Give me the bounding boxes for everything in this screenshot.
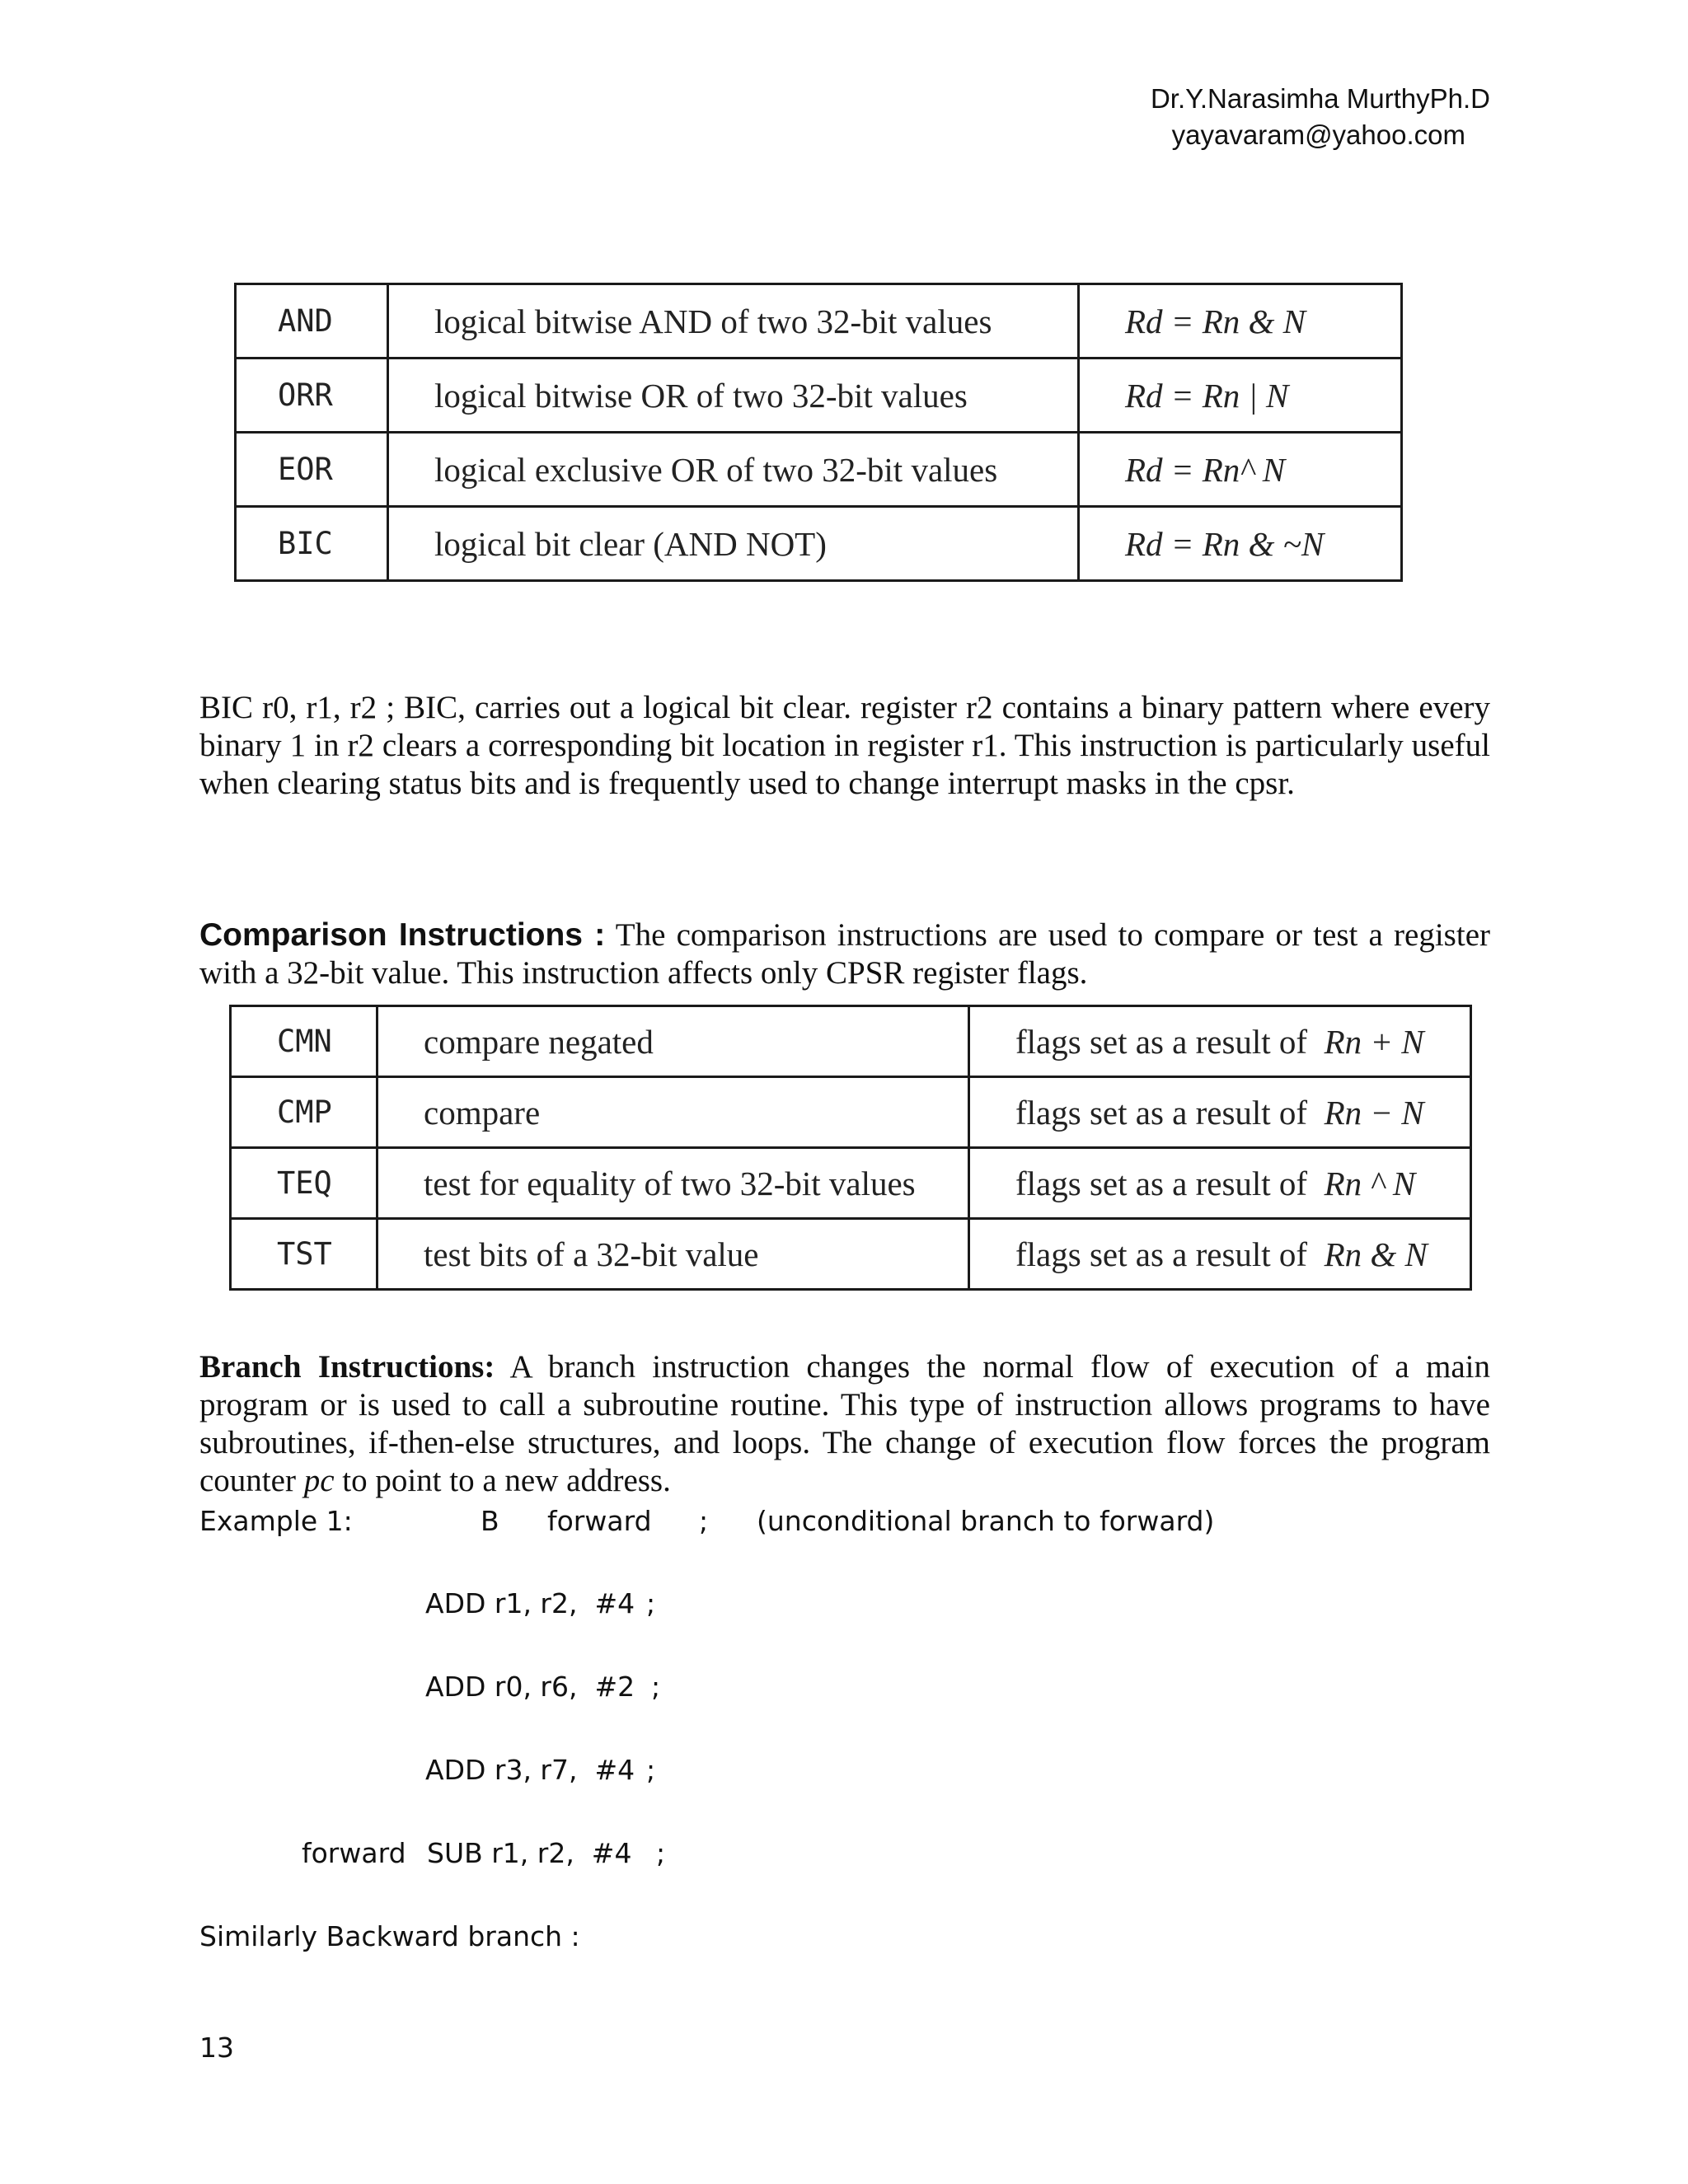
result-prefix: flags set as a result of — [1015, 1022, 1308, 1061]
result-prefix: flags set as a result of — [1015, 1093, 1308, 1132]
result-expression: Rn ^ N — [1324, 1164, 1416, 1202]
author-email: yayavaram@yahoo.com — [1171, 120, 1465, 150]
code-label: forward — [302, 1837, 406, 1869]
comparison-text: The comparison instructions are used to compare or test a register with a 32-bit value. This instruction affects only CPSR register flags. — [199, 917, 1490, 991]
bic-paragraph: BIC r0, r1, r2 ; BIC, carries out a logical bit clear. register r2 contains a binary pattern where every binary 1 in r2 clears a corresponding bit location in register r1. This instruction is particularly useful when clearing status bits and is frequently used to change interrupt masks in the cpsr. — [199, 690, 1490, 801]
code-semicolon: ; — [646, 1587, 656, 1619]
result-cell — [969, 1006, 1471, 1077]
code-line: ADD r0, r6, #2 — [425, 1671, 635, 1703]
table-row — [236, 284, 1402, 359]
formula-cell: Rd = Rn | N — [1079, 359, 1402, 433]
author-name: Dr.Y.Narasimha MurthyPh.D — [1150, 83, 1490, 114]
example-semicolon: ; — [699, 1505, 709, 1537]
example-arg: forward — [547, 1505, 652, 1537]
page-header — [996, 81, 1490, 153]
result-cell — [969, 1077, 1471, 1148]
example-op: B — [481, 1505, 499, 1537]
branch-text-1: A branch instruction changes the normal flow of execution of a main program or is used to call a subroutine routine. This type of instruction allows programs to have subroutines, if-then-else structures, and loops. The change of execution flow forces the program counter — [199, 1349, 1490, 1498]
similarly-text: Similarly Backward branch : — [199, 1920, 580, 1952]
formula-cell: Rd = Rn & N — [1079, 284, 1402, 359]
mnemonic-cell: TEQ — [231, 1148, 377, 1219]
code-semicolon: ; — [656, 1837, 666, 1869]
table-row — [231, 1077, 1471, 1148]
mnemonic-cell: CMP — [231, 1077, 377, 1148]
code-line: SUB r1, r2, #4 — [427, 1837, 632, 1869]
result-expression: Rn − N — [1324, 1093, 1424, 1132]
description-cell: logical bitwise AND of two 32-bit values — [388, 284, 1079, 359]
result-cell — [969, 1219, 1471, 1290]
comparison-heading: Comparison Instructions : — [199, 917, 606, 953]
description-cell: logical bitwise OR of two 32-bit values — [388, 359, 1079, 433]
code-semicolon: ; — [646, 1754, 656, 1786]
code-line: ADD r1, r2, #4 — [425, 1587, 635, 1619]
mnemonic-cell: ORR — [236, 359, 388, 433]
result-prefix: flags set as a result of — [1015, 1164, 1308, 1202]
comparison-paragraph — [199, 916, 1490, 992]
formula-cell: Rd = Rn & ~N — [1079, 507, 1402, 581]
mnemonic-cell: AND — [236, 284, 388, 359]
description-cell: logical bit clear (AND NOT) — [388, 507, 1079, 581]
table-row — [231, 1148, 1471, 1219]
table-row — [231, 1006, 1471, 1077]
table-row — [236, 433, 1402, 507]
result-cell — [969, 1148, 1471, 1219]
mnemonic-cell: TST — [231, 1219, 377, 1290]
result-expression: Rn + N — [1324, 1022, 1424, 1061]
page-number: 13 — [199, 2032, 234, 2064]
code-semicolon: ; — [651, 1671, 661, 1703]
branch-text-2: to point to a new address. — [334, 1463, 671, 1498]
mnemonic-cell: BIC — [236, 507, 388, 581]
mnemonic-cell: EOR — [236, 433, 388, 507]
example-label: Example 1: — [199, 1505, 353, 1537]
description-cell: test for equality of two 32-bit values — [377, 1148, 969, 1219]
description-cell: compare — [377, 1077, 969, 1148]
branch-heading: Branch Instructions: — [199, 1349, 495, 1385]
description-cell: test bits of a 32-bit value — [377, 1219, 969, 1290]
table-row — [236, 359, 1402, 433]
table-row — [231, 1219, 1471, 1290]
example-comment: (unconditional branch to forward) — [757, 1505, 1215, 1537]
branch-paragraph — [199, 1348, 1490, 1500]
result-expression: Rn & N — [1324, 1235, 1428, 1273]
code-line: ADD r3, r7, #4 — [425, 1754, 635, 1786]
formula-cell: Rd = Rn^ N — [1079, 433, 1402, 507]
description-cell: logical exclusive OR of two 32-bit values — [388, 433, 1079, 507]
description-cell: compare negated — [377, 1006, 969, 1077]
pc-term: pc — [303, 1463, 335, 1498]
table-row — [236, 507, 1402, 581]
logical-instructions-table — [234, 283, 1403, 582]
comparison-instructions-table — [229, 1005, 1472, 1291]
result-prefix: flags set as a result of — [1015, 1235, 1308, 1273]
mnemonic-cell: CMN — [231, 1006, 377, 1077]
